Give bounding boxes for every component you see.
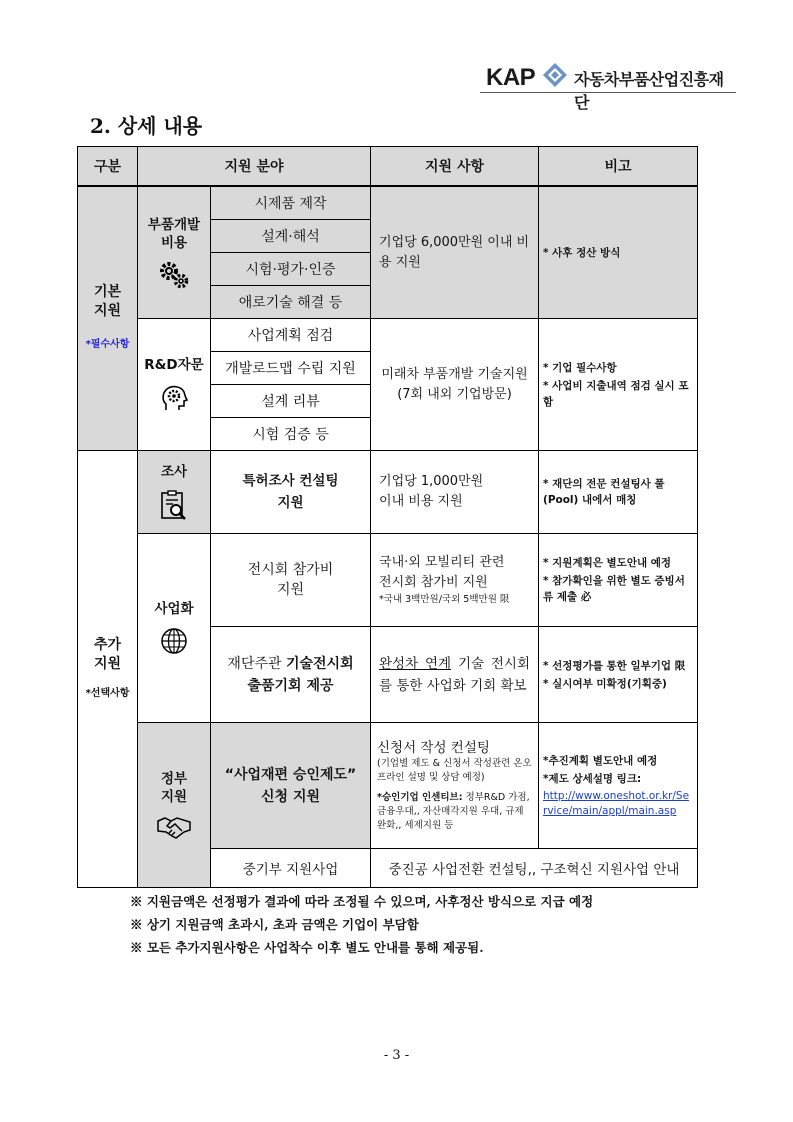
exhibit-note-2: * 참가확인을 위한 별도 증빙서류 제출 必 bbox=[543, 575, 685, 603]
exhibit-field bbox=[211, 534, 371, 627]
rnd-note-1: * 기업 필수사항 bbox=[543, 361, 617, 374]
header-support: 지원 사항 bbox=[371, 147, 539, 187]
gov-link[interactable]: http://www.oneshot.or.kr/Service/main/appl/main.asp bbox=[543, 789, 690, 817]
gov-support-1: 신청서 작성 컨설팅 bbox=[377, 739, 490, 756]
gears-icon bbox=[158, 260, 190, 290]
rnd-item-roadmap: 개발로드맵 수립 지원 bbox=[211, 352, 371, 385]
exhibit-support-1: 국내·외 모빌리티 관련 bbox=[379, 555, 505, 570]
gov-incentive-label: *승인기업 인센티브: bbox=[377, 791, 463, 803]
foundation-note-1: * 선정평가를 통한 일부기업 限 bbox=[543, 659, 686, 672]
gov-incentive-text: 정부R&D 가점, 금융우대,, 자산매각지원 우대, 규제완화,, 세제지원 등 bbox=[377, 791, 530, 831]
gov-note-1: *추진계획 별도안내 예정 bbox=[543, 754, 658, 767]
exhibit-field-2: 지원 bbox=[276, 582, 305, 598]
logo-text: KAP bbox=[486, 64, 536, 91]
survey-field-2: 지원 bbox=[277, 495, 304, 511]
biz-cell bbox=[138, 534, 211, 723]
additional-label-1: 추가 bbox=[93, 636, 122, 653]
globe-icon bbox=[159, 626, 189, 656]
rnd-cell bbox=[138, 319, 211, 451]
diamond-logo-icon bbox=[542, 62, 568, 88]
parts-item-bottleneck: 애로기술 해결 등 bbox=[211, 286, 371, 319]
exhibit-support-small: *국내 3백만원/국외 5백만원 限 bbox=[379, 594, 510, 605]
foundation-field-pre: 재단주관 bbox=[227, 655, 286, 672]
gov-notes bbox=[539, 723, 698, 849]
survey-cell bbox=[138, 451, 211, 534]
rnd-label: R&D자문 bbox=[144, 356, 204, 373]
basic-support-cell bbox=[78, 186, 138, 451]
survey-support-1: 기업당 1,000만원 bbox=[379, 474, 484, 489]
exhibit-notes bbox=[539, 534, 698, 627]
gov-field-2: 신청 지원 bbox=[261, 788, 320, 805]
head-gear-icon bbox=[158, 382, 190, 414]
foundation-support-underline: 완성차 연계 bbox=[379, 655, 452, 672]
gov-note-2: *제도 상세설명 링크: bbox=[543, 772, 642, 785]
foundation-field-2: 출품기회 제공 bbox=[247, 677, 334, 694]
footnotes bbox=[130, 890, 593, 959]
clipboard-search-icon bbox=[159, 489, 189, 521]
required-label: *필수사항 bbox=[85, 339, 130, 350]
biz-label: 사업화 bbox=[154, 601, 194, 617]
footnote-3: ※ 모든 추가지원사항은 사업착수 이후 별도 안내를 통해 제공됨. bbox=[130, 940, 484, 955]
rnd-item-review: 설계 리뷰 bbox=[211, 385, 371, 418]
gov-label-1: 정부 bbox=[160, 771, 188, 787]
footnote-1: ※ 지원금액은 선정평가 결과에 따라 조정될 수 있으며, 사후정산 방식으로 지급 예정 bbox=[130, 894, 594, 909]
gov-cell bbox=[138, 723, 211, 888]
header-note: 비고 bbox=[539, 147, 698, 187]
table-header-row bbox=[78, 147, 698, 187]
footnote-2: ※ 상기 지원금액 초과시, 초과 금액은 기업이 부담함 bbox=[130, 917, 419, 932]
rnd-support-1: 미래차 부품개발 기술지원 bbox=[381, 366, 528, 382]
foundation-notes bbox=[539, 627, 698, 723]
optional-label: *선택사항 bbox=[85, 687, 130, 699]
foundation-support-rest: 기술 전시회를 통한 사업화 기회 확보 bbox=[379, 655, 531, 694]
rnd-support bbox=[371, 319, 539, 451]
foundation-field bbox=[211, 627, 371, 723]
section-title: 2. 상세 내용 bbox=[90, 114, 203, 138]
exhibit-support bbox=[371, 534, 539, 627]
parts-support: 기업당 6,000만원 이내 비용 지원 bbox=[371, 186, 539, 319]
survey-field-1: 특허조사 컨설팅 bbox=[242, 473, 339, 489]
parts-dev-cell bbox=[138, 186, 211, 319]
parts-label-1: 부품개발 bbox=[147, 216, 201, 233]
parts-note: * 사후 정산 방식 bbox=[539, 186, 698, 319]
parts-label-2: 비용 bbox=[160, 234, 188, 251]
sme-support: 중진공 사업전환 컨설팅,, 구조혁신 지원사업 안내 bbox=[371, 849, 698, 888]
rnd-support-2: (7회 내외 기업방문) bbox=[397, 386, 512, 402]
foundation-field-bold: 기술전시회 bbox=[285, 655, 354, 672]
parts-item-design: 설계·해석 bbox=[211, 220, 371, 253]
header-field: 지원 분야 bbox=[138, 147, 371, 187]
rnd-note-2: * 사업비 지출내역 점검 실시 포함 bbox=[543, 379, 689, 408]
additional-label-2: 지원 bbox=[93, 655, 122, 672]
rnd-notes bbox=[539, 319, 698, 451]
gov-field-1: “사업재편 승인제도” bbox=[224, 766, 357, 783]
page-number: - 3 - bbox=[383, 1048, 410, 1063]
header-logo bbox=[486, 60, 726, 112]
parts-item-prototype: 시제품 제작 bbox=[211, 186, 371, 220]
header-rule bbox=[480, 92, 736, 93]
rnd-item-verify: 시험 검증 등 bbox=[211, 418, 371, 451]
basic-label-2: 지원 bbox=[93, 303, 122, 319]
parts-item-test: 시험·평가·인증 bbox=[211, 253, 371, 286]
survey-label: 조사 bbox=[160, 464, 188, 480]
header-category: 구분 bbox=[78, 147, 138, 187]
gov-field bbox=[211, 723, 371, 849]
gov-support bbox=[371, 723, 539, 849]
additional-support-cell bbox=[78, 451, 138, 888]
foundation-support bbox=[371, 627, 539, 723]
rnd-item-plan: 사업계획 점검 bbox=[211, 319, 371, 352]
sme-field: 중기부 지원사업 bbox=[211, 849, 371, 888]
foundation-note-2: * 실시여부 미확정(기획중) bbox=[543, 677, 667, 690]
exhibit-field-1: 전시회 참가비 bbox=[247, 562, 334, 578]
handshake-icon bbox=[157, 814, 191, 840]
support-details-table bbox=[77, 146, 698, 888]
survey-field bbox=[211, 451, 371, 534]
survey-support bbox=[371, 451, 539, 534]
gov-support-small: (기업별 제도 & 신청서 작성관련 온오프라인 설명 및 상담 예정) bbox=[377, 757, 532, 783]
org-name: 자동차부품산업진흥재단 bbox=[574, 70, 724, 112]
survey-support-2: 이내 비용 지원 bbox=[379, 494, 463, 509]
survey-note: * 재단의 전문 컨설팅사 풀(Pool) 내에서 매칭 bbox=[539, 451, 698, 534]
exhibit-note-1: * 지원계획은 별도안내 예정 bbox=[543, 557, 672, 569]
gov-label-2: 지원 bbox=[160, 789, 188, 805]
exhibit-support-2: 전시회 참가비 지원 bbox=[379, 575, 488, 590]
basic-label-1: 기본 bbox=[93, 284, 122, 300]
